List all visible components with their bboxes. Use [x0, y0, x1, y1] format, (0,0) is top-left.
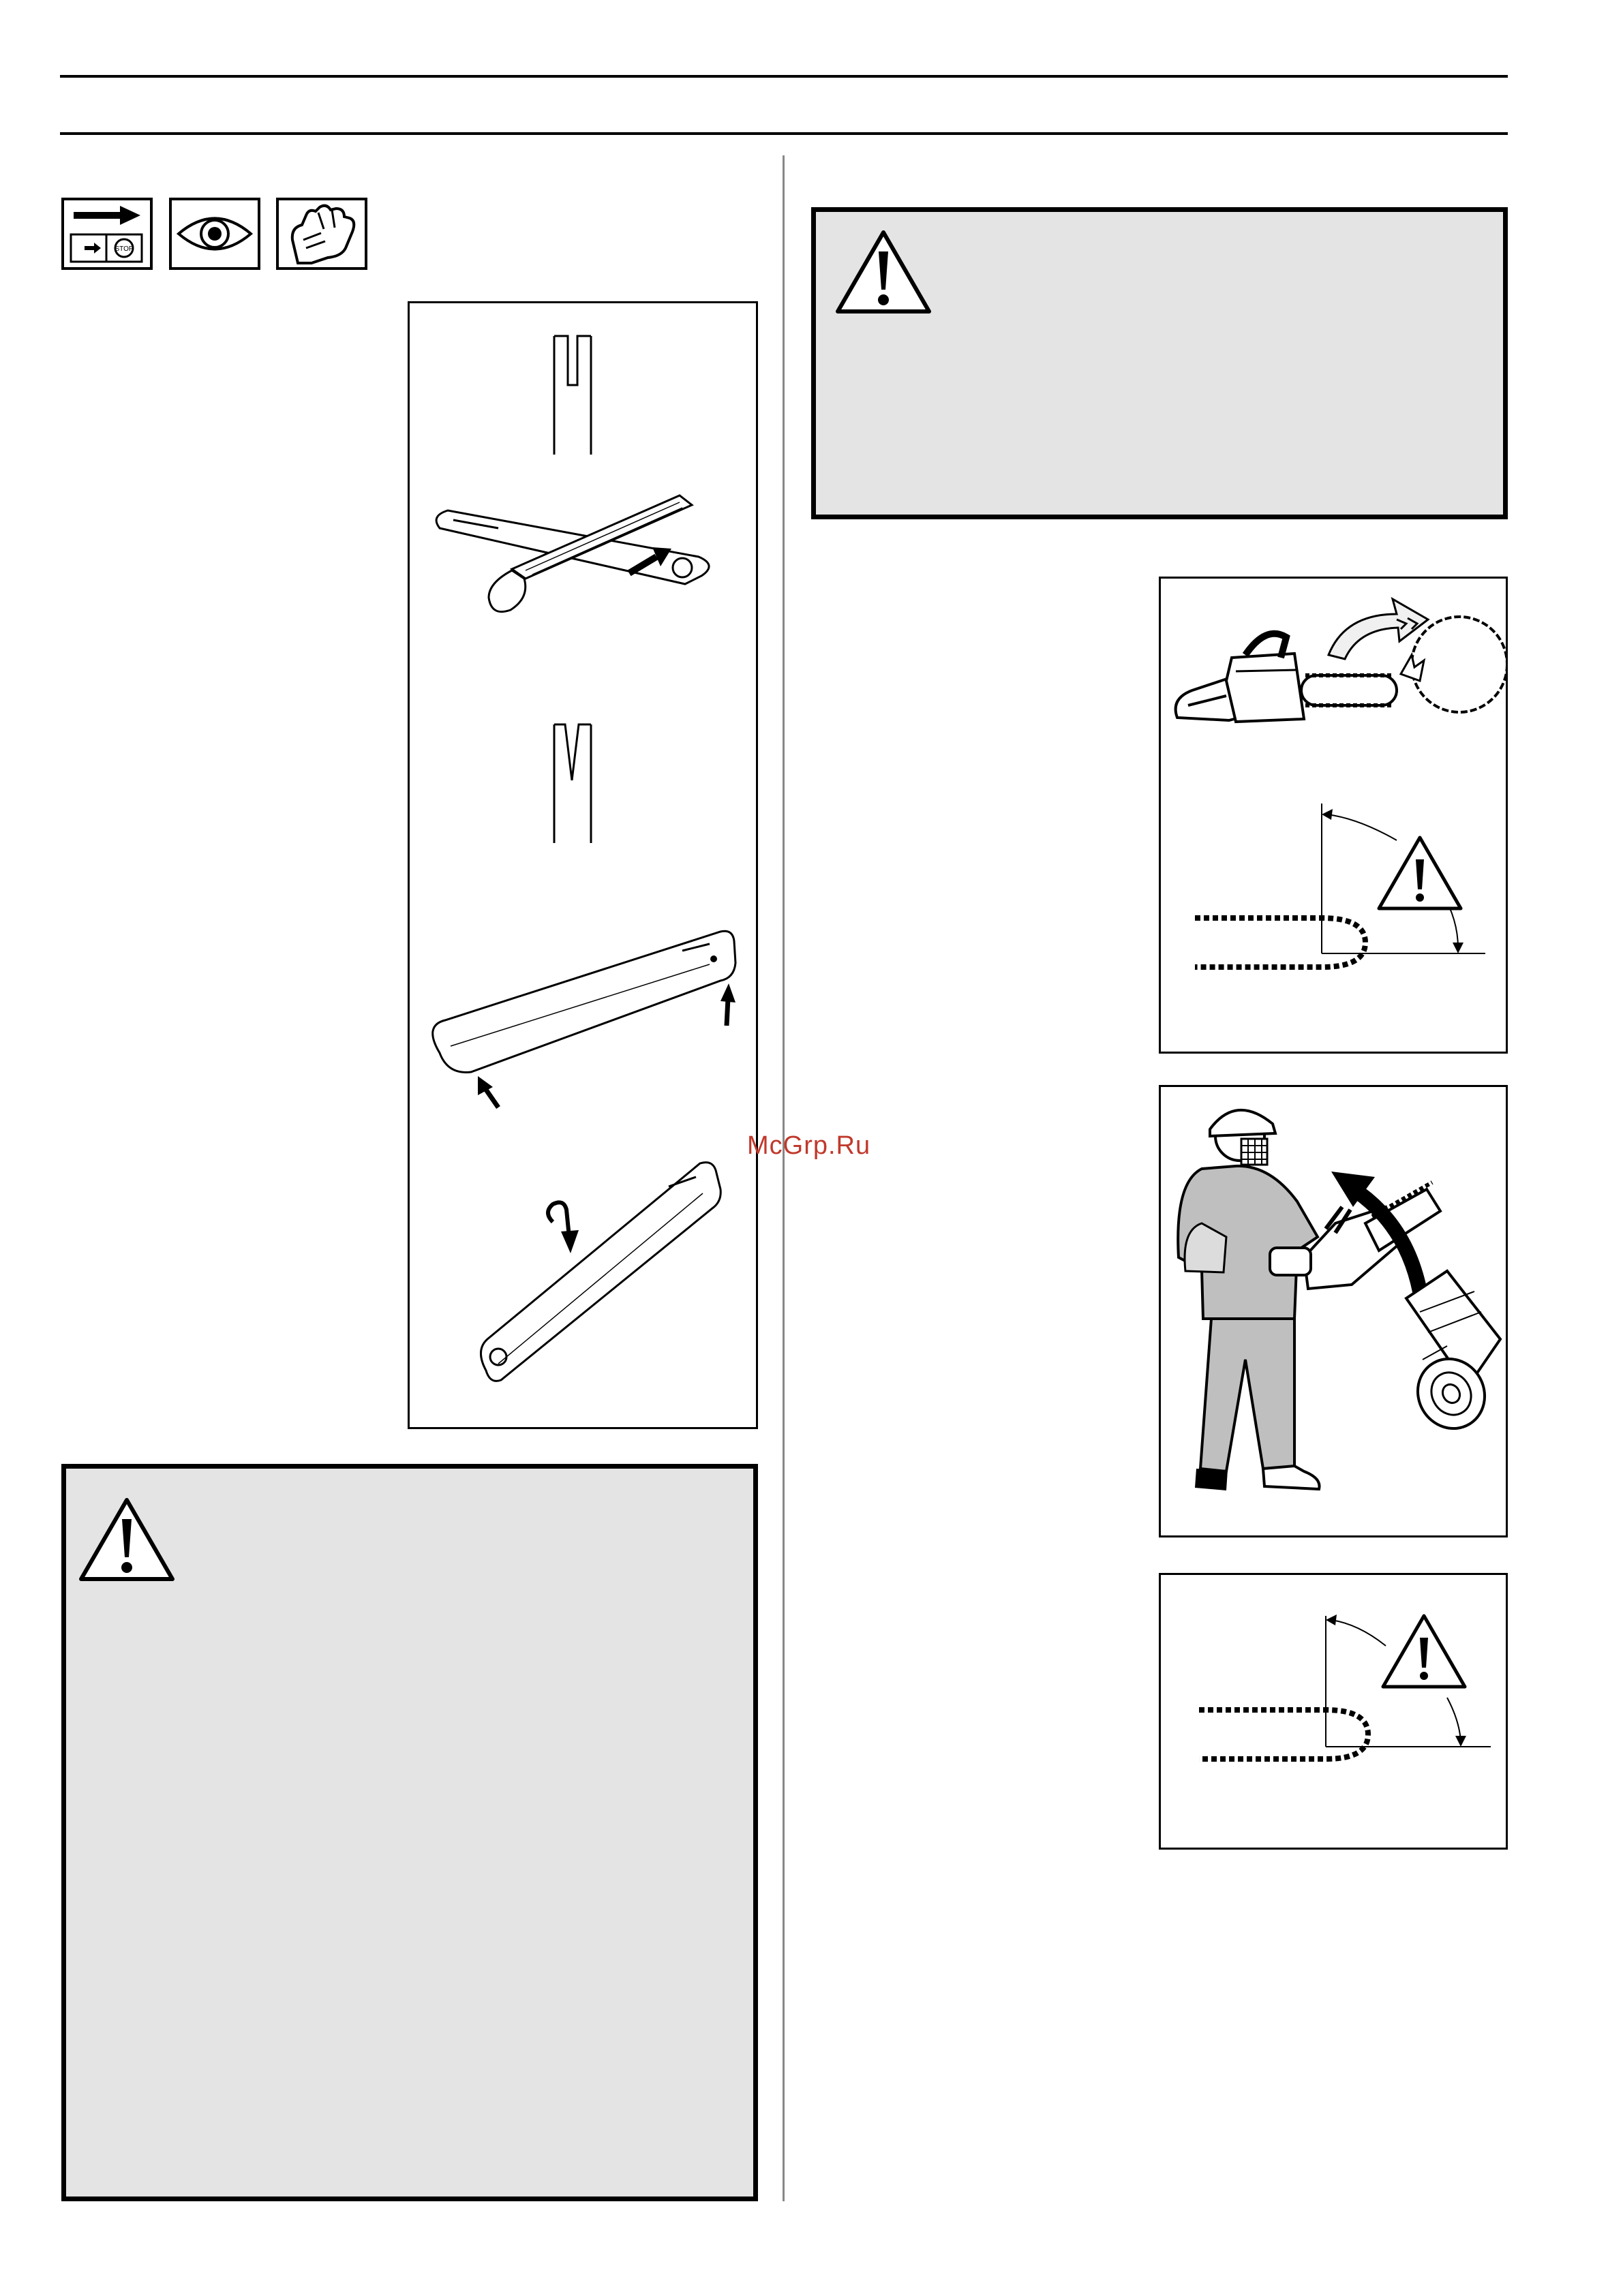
warning-box-right — [811, 207, 1508, 519]
svg-text:STOP: STOP — [115, 245, 134, 253]
header-rule-top — [60, 75, 1508, 78]
bar-side-illustration — [433, 931, 735, 1107]
header-rule-bottom — [60, 132, 1508, 135]
warning-box-left — [61, 1464, 758, 2201]
stop-engine-icon — [61, 198, 153, 270]
bar-filing-illustration — [436, 495, 709, 612]
kickback-zone-figure — [1159, 577, 1508, 1054]
column-divider — [783, 155, 785, 2201]
operator-illustration — [1178, 1110, 1440, 1490]
bar-groove-correct-illustration — [554, 724, 591, 843]
chain-danger-zone-illustration — [1199, 1614, 1491, 1759]
bar-maintenance-figure — [408, 301, 758, 1429]
protective-glove-icon — [276, 198, 367, 270]
kickback-danger-zone-illustration — [1195, 803, 1485, 967]
log-illustration — [1405, 1271, 1500, 1441]
watermark-text: McGrp.Ru — [747, 1131, 871, 1160]
warning-triangle-icon — [834, 228, 933, 316]
chainsaw-kickback-illustration — [1176, 599, 1506, 722]
bar-groove-worn-illustration — [554, 336, 591, 455]
bar-turn-illustration — [481, 1163, 721, 1381]
operator-kickback-figure — [1159, 1085, 1508, 1537]
warning-triangle-icon — [77, 1496, 177, 1583]
kickback-zone-figure-2 — [1159, 1573, 1508, 1850]
eye-protection-icon — [169, 198, 260, 270]
